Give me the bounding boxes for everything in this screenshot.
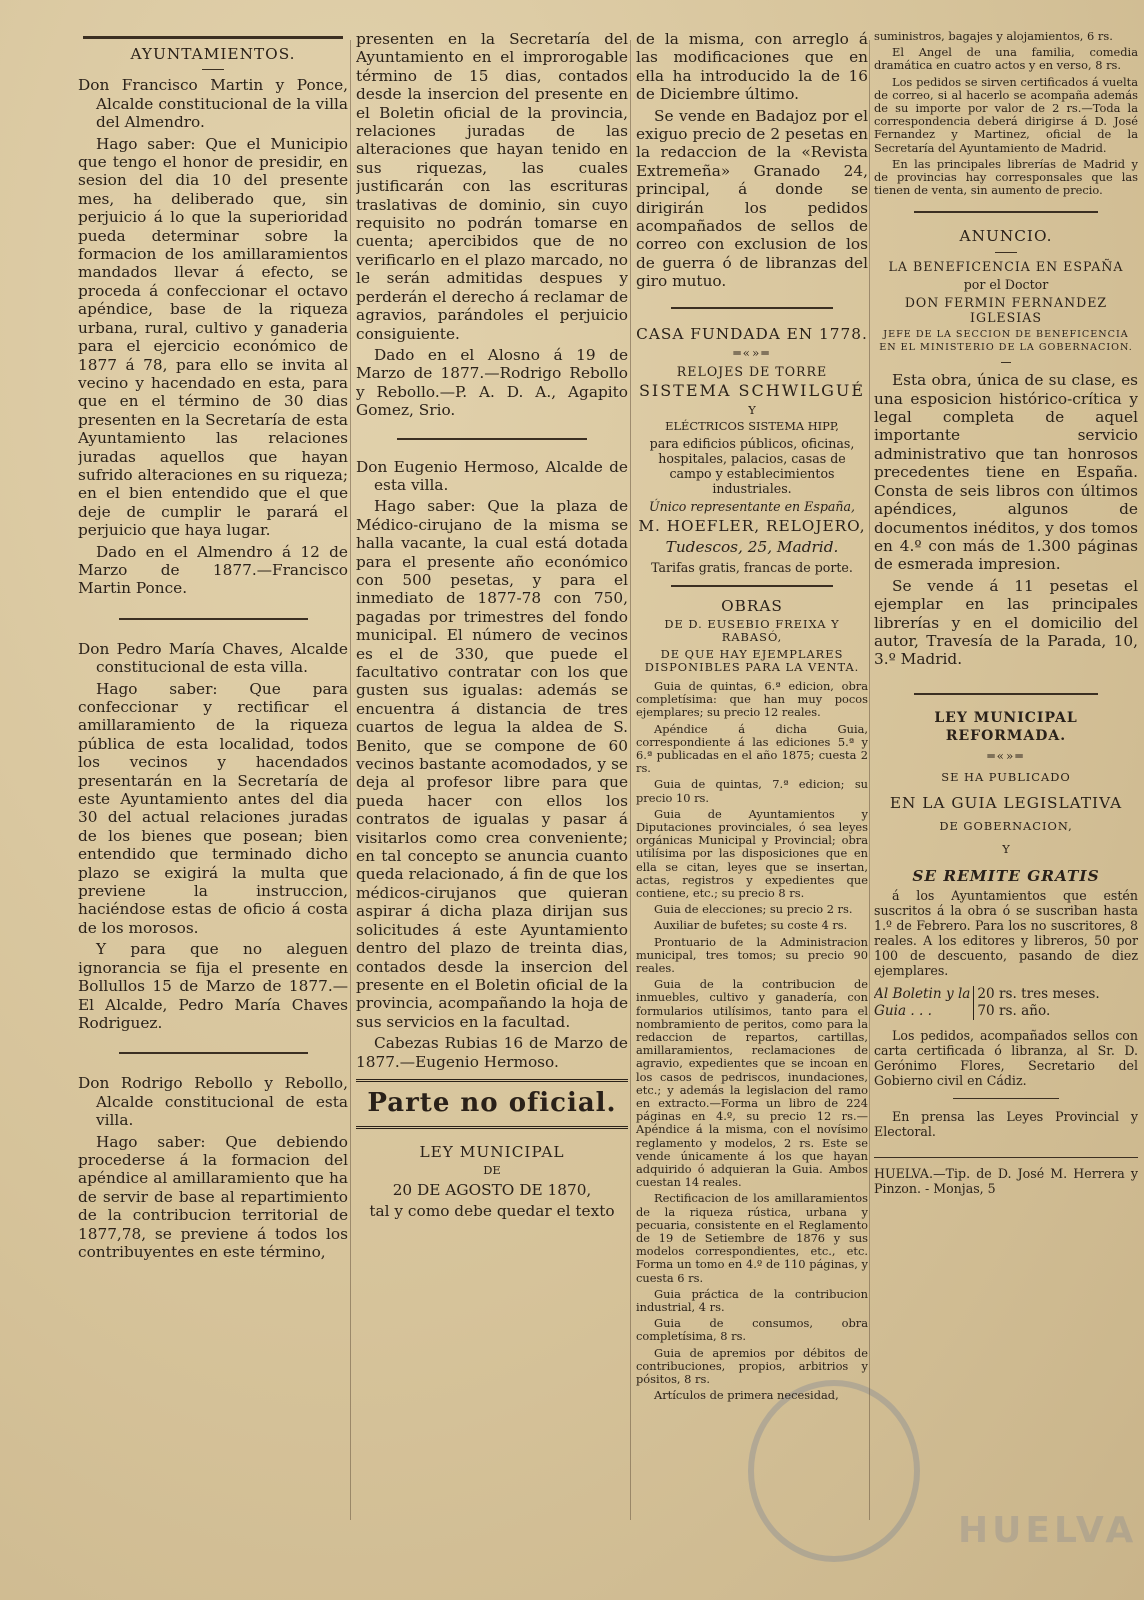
separator (119, 618, 308, 620)
imprint-rule (874, 1157, 1138, 1158)
separator (671, 307, 833, 309)
catalog-item: Guia de la contribucion de inmuebles, cultivo y ganadería, con formularios utilísimos, tanto para el nombramiento de peritos, como para la redaccion de repartos, cartillas, amillaramientos, reclamaciones de agravio, expedientes que se incoan en los casos de pedriscos, inundaciones, etc.; y además la legislacion del ramo en extracto.—Forma un libro de 224 páginas en 4.º, su precio 12 rs.—Apéndice á la misma, con el novísimo reglamento y modelos, 2 rs. Este se vende únicamente á los que hayan adquirido ó adquieran la Guia. Ambos cuestan 14 reales. (636, 977, 868, 1190)
beneficencia-role: JEFE DE LA SECCION DE BENEFICENCIA EN EL MINISTERIO DE LA GOBERNACION. (879, 328, 1133, 354)
price-label-line: Al Boletin y la (874, 985, 971, 1002)
notice-signature: Dado en el Alosno á 19 de Marzo de 1877.—Rodrigo Rebollo y Rebollo.—P. A. D. A., Agapito Gomez, Srio. (356, 345, 628, 420)
notice-signature: Cabezas Rubias 16 de Marzo de 1877.—Eugenio Hermoso. (356, 1034, 628, 1071)
tarifas: Tarifas gratis, francas de porte. (651, 559, 853, 575)
price-value: 20 rs. tres meses. (977, 985, 1100, 1002)
catalog-item: Guia de Ayuntamientos y Diputaciones provinciales, ó sea leyes orgánicas Municipal y Provincial; obra utilísima por las disposiciones que en ella se citan, leyes que se insertan, actas, registros y expedientes que contiene, etc.; su precio 8 rs. (636, 806, 868, 900)
separator (671, 585, 833, 587)
catalog-item: Rectificacion de los amillaramientos de la riqueza rústica, urbana y pecuaria, consistente en el Reglamento de 19 de Setiembre de 1876 y sus modelos correspondientes, etc., etc. Forma un tomo en 4.º de 110 páginas, y cuesta 6 rs. (636, 1191, 868, 1285)
catalog-item: Apéndice á dicha Guia, correspondiente á las ediciones 5.ª y 6.ª publicadas en el año 1875; cuesta 2 rs. (636, 721, 868, 776)
conjunction: Y (748, 402, 756, 417)
imprint: HUELVA.—Tip. de D. José M. Herrera y Pinzon. - Monjas, 5 (874, 1165, 1138, 1196)
price-values (973, 986, 1138, 1020)
notice-heading: Don Eugenio Hermoso, Alcalde de esta villa. (356, 457, 628, 494)
ad-body: Se vende á 11 pesetas el ejemplar en las principales librerías y en el domicilio del autor, Travesía de la Parada, 10, 3.º Madrid. (874, 576, 1138, 669)
column-1 (78, 30, 348, 1600)
parte-no-oficial-title: Parte no oficial. (367, 1087, 617, 1118)
catalog-item: Auxiliar de bufetes; su coste 4 rs. (654, 918, 848, 933)
beneficencia-por: por el Doctor (963, 276, 1049, 292)
publicado-heading: SE HA PUBLICADO (941, 769, 1071, 784)
catalog-item: Guia de consumos, obra completísima, 8 rs. (636, 1316, 868, 1344)
catalog-item: Guia de apremios por débitos de contribuciones, propios, arbitrios y pósitos, 8 rs. (636, 1345, 868, 1387)
library-stamp-text: HUELVA (958, 1510, 1138, 1551)
column-2 (356, 30, 628, 1600)
separator (914, 211, 1099, 213)
ley-title: LEY MUNICIPAL (419, 1142, 565, 1161)
catalog-item: Guia de quintas, 6.ª edicion, obra completísima: que han muy pocos ejemplares; su precio 12 reales. (636, 678, 868, 720)
ley-subtitle: tal y como debe quedar el texto (369, 1201, 615, 1220)
column-divider (869, 40, 870, 1520)
relojes-heading: RELOJES DE TORRE (676, 364, 828, 380)
dash (202, 69, 224, 70)
price-label-line: Guia . . . (874, 1002, 932, 1019)
dash (995, 252, 1016, 253)
obras-title: OBRAS (721, 596, 783, 615)
separator (119, 1052, 308, 1054)
price-table (874, 986, 1138, 1020)
obras-subtitle: DE QUE HAY EJEMPLARES DISPONIBLES PARA LA VENTA. (644, 646, 860, 674)
notice-heading: Don Francisco Martin y Ponce, Alcalde constitucional de la villa del Almendro. (78, 76, 348, 132)
ad-body: para edificios públicos, oficinas, hospitales, palacios, casas de campo y establecimientos industriales. (649, 435, 855, 496)
column-3 (636, 30, 868, 1600)
ornament: ═«»═ (987, 748, 1025, 763)
sistema-heading: SISTEMA SCHWILGUÉ (638, 381, 866, 401)
librerias-info: En las principales librerías de Madrid y de provincias hay corresponsales que las tienen de venta, sin aumento de precio. (874, 156, 1138, 198)
ad-body: Esta obra, única de su clase, es una esposicion histórico-crítica y legal completa de aquel importante servicio administrativo que tan honrosos precedentes tiene en España. Consta de seis libros con últimos apéndices, algunos de documentos inéditos, y dos tomos en 4.º con más de 1.300 páginas de esmerada impresion. (874, 371, 1138, 574)
column-divider (350, 40, 351, 1520)
notice-body: presenten en la Secretaría del Ayuntamiento en el improrogable término de 15 dias, contados desde la insercion del presente en el Boletin oficial de la provincia, relaciones juradas de las alteraciones que hayan tenido en sus riquezas, las cuales justificarán con las escrituras traslativas de dominio, sin cuyo requisito no podrán tomarse en cuenta; apercibidos que de no verificarlo en el plazo marcado, no le serán admitidas despues y perderán el derecho á reclamar de agravios, parándoles el perjuicio consiguiente. (356, 30, 628, 343)
en-prensa: En prensa las Leyes Provincial y Electoral. (874, 1108, 1138, 1139)
ornament: ═«»═ (733, 346, 771, 361)
column-4 (874, 30, 1138, 1600)
remite-heading: SE REMITE GRATIS (912, 866, 1100, 885)
price-value: 70 rs. año. (977, 1002, 1051, 1019)
section-banner (356, 1079, 628, 1129)
notice-body: Hago saber: Que para confeccionar y rectificar el amillaramiento de la riqueza pública de esta localidad, todos los vecinos y hacendados presentarán en la Secretaría de este Ayuntamiento antes del dia 30 del actual relaciones juradas de los bienes que posean; bien entendido que terminado dicho plazo se exigirá la multa que previene la instruccion, haciéndose estas de oficio á costa de los morosos. (78, 679, 348, 937)
separator (953, 1098, 1059, 1099)
section-title: AYUNTAMIENTOS. (130, 45, 296, 63)
hoefler-name: M. HOEFLER, RELOJERO, (638, 516, 866, 535)
catalog-item: Guia de quintas, 7.ª edicion; su precio 10 rs. (636, 777, 868, 805)
obras-author: DE D. EUSEBIO FREIXA Y RABASÓ, (664, 617, 840, 645)
column-divider (630, 40, 631, 1520)
beneficencia-author: DON FERMIN FERNANDEZ IGLESIAS (904, 294, 1108, 325)
catalog-item: Guia práctica de la contribucion industrial, 4 rs. (636, 1286, 868, 1315)
beneficencia-title: LA BENEFICENCIA EN ESPAÑA (888, 258, 1124, 274)
dash (1001, 362, 1012, 363)
gobernacion-heading: DE GOBERNACION, (939, 819, 1073, 834)
catalog-item: suministros, bagajes y alojamientos, 6 rs. (874, 30, 1113, 43)
catalog-item: Guia de elecciones; su precio 2 rs. (654, 902, 853, 917)
hoefler-address: Tudescos, 25, Madrid. (665, 538, 839, 557)
casa-title: CASA FUNDADA EN 1778. (636, 324, 868, 343)
representante: Único representante en España, (648, 498, 856, 514)
ley-reformada-title: LEY MUNICIPAL REFORMADA. (934, 709, 1078, 745)
ad-body: de la misma, con arreglo á las modificaciones que en ella ha introducido la de 16 de Diciembre último. (636, 30, 868, 104)
price-label (874, 986, 970, 1020)
notice-body: Y para que no aleguen ignorancia se fija el presente en Bollullos 15 de Marzo de 1877.—El Alcalde, Pedro María Chaves Rodriguez. (78, 940, 348, 1032)
notice-body: Hago saber: Que la plaza de Médico-cirujano de la misma se halla vacante, la cual está dotada para el presente año económico con 500 pesetas, y para el inmediato de 1877-78 con 750, pagadas por trimestres del fondo municipal. El número de vecinos es el de 330, que puede el facultativo contratar con los que gusten sus igualas: además se encuentra á distancia de tres cuartos de legua la aldea de S. Benito, que se compone de 60 vecinos bastante acomodados, y se deja al profesor libre para que pueda hacer con ellos los contratos de igualas y pasar á visitarlos como crea conveniente; en tal concepto se anuncia cuanto queda relacionado, á fin de que los médicos-cirujanos que quieran aspirar á dicha plaza dirijan sus solicitudes á este Ayuntamiento dentro del plazo de treinta dias, contados desde la insercion del presente en el Boletin oficial de la provincia, acompañando la hoja de sus servicios en la facultad. (356, 497, 628, 1031)
guia-heading: EN LA GUIA LEGISLATIVA (889, 793, 1123, 812)
catalog-item: Artículos de primera necesidad, (654, 1388, 839, 1403)
separator (397, 438, 587, 440)
header-rule (83, 36, 342, 39)
anuncio-title: ANUNCIO. (959, 227, 1053, 246)
ordering-info: Los pedidos, acompañados sellos con carta certificada ó libranza, al Sr. D. Gerónimo Flores, Secretario del Gobierno civil en Cádiz. (874, 1027, 1138, 1088)
notice-body: Hago saber: Que debiendo procederse á la formacion del apéndice al amillaramiento que ha de servir de base al repartimiento de la contribucion territorial de 1877,78, se previene á todos los contribuyentes en este término, (78, 1132, 348, 1261)
ad-body: á los Ayuntamientos que estén suscritos á la obra ó se suscriban hasta 1.º de Febrero. Para los no suscritores, 8 reales. A los editores y libreros, 50 por 100 de descuento, pasando de diez ejemplares. (874, 887, 1138, 978)
catalog-item: El Angel de una familia, comedia dramática en cuatro actos y en verso, 8 rs. (874, 45, 1138, 73)
notice-signature: Dado en el Almendro á 12 de Marzo de 1877.—Francisco Martin Ponce. (78, 542, 348, 598)
separator (914, 693, 1099, 695)
ley-de: DE (483, 1163, 501, 1178)
notice-heading: Don Pedro María Chaves, Alcalde constitucional de esta villa. (78, 639, 348, 677)
electricos-heading: ELÉCTRICOS SISTEMA HIPP, (665, 418, 839, 433)
ordering-info: Los pedidos se sirven certificados á vuelta de correo, si al hacerlo se acompaña además de su importe por valor de 2 rs.—Toda la correspondencia deberá dirigirse á D. José Fernandez y Martinez, oficial de la Secretaría del Ayuntamiento de Madrid. (874, 74, 1138, 155)
ley-date: 20 DE AGOSTO DE 1870, (392, 1180, 592, 1199)
catalog-item: Prontuario de la Administracion municipal, tres tomos; su precio 90 reales. (636, 934, 868, 975)
notice-heading: Don Rodrigo Rebollo y Rebollo, Alcalde constitucional de esta villa. (78, 1074, 348, 1130)
conjunction: Y (1002, 842, 1010, 857)
ad-body: Se vende en Badajoz por el exiguo precio de 2 pesetas en la redaccion de la «Revista Extremeña» Granado 24, principal, á donde se dirigirán los pedidos acompañados de sellos de correo con exclusion de los de guerra ó de libranzas del giro mutuo. (636, 106, 868, 291)
notice-body: Hago saber: Que el Municipio que tengo el honor de presidir, en sesion del dia 10 del presente mes, ha deliberado que, sin perjuicio á lo que la superioridad pueda determinar sobre la formacion de los amillaramientos mandados llevar á efecto, se proceda á confeccionar el octavo apéndice, base de la riqueza urbana, rural, cultivo y ganaderia para el ejercicio económico de 1877 á 78, para ello se invita al vecino y hacendado en esta, para que en el término de 30 dias presenten en la Secretaría de esta Ayuntamiento las relaciones juradas aquellos que hayan sufrido alteraciones en su riqueza; en el bien entendido que el que deje de cumplir le parará el perjuicio que haya lugar. (78, 134, 348, 540)
